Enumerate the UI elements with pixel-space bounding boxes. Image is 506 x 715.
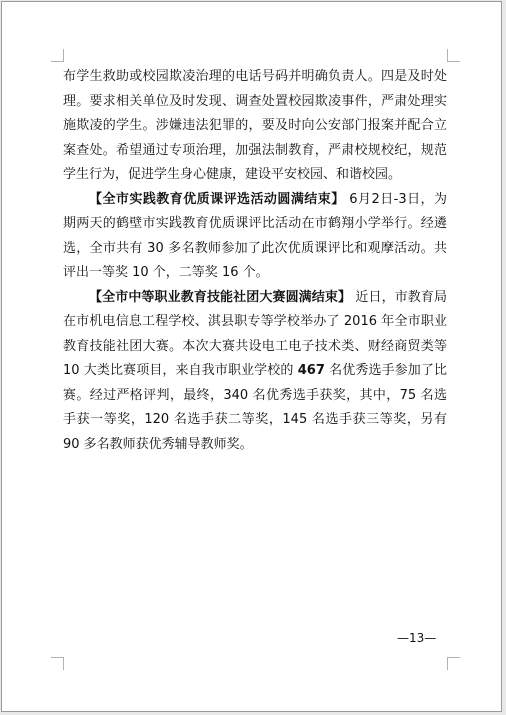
paragraph-heading: 【全市中等职业教育技能社团大赛圆满结束】 <box>89 289 352 305</box>
document-page <box>1 1 502 712</box>
crop-mark-bottom-right <box>447 657 460 670</box>
crop-mark-bottom-left <box>51 657 64 670</box>
paragraph-practice-education <box>63 188 447 286</box>
paragraph-text: 布学生救助或校园欺凌治理的电话号码并明确负责人。四是及时处理。要求相关单位及时发现、调查处置校园欺凌事件，严肃处理实施欺凌的学生。涉嫌违法犯罪的，要及时向公安部门报案并配合立案查处。希望通过专项治理，加强法制教育，严肃校规校纪，规范学生行为，促进学生身心健康，建设平安校园、和谐校园。 <box>63 69 447 182</box>
paragraph-text: 6月2日-3日，为期两天的鹤壁市实践教育优质课评比活动在市鹤翔小学举行。经遴选，全市共有 30 多名教师参加了此次优质课评比和观摩活动。共评出一等奖 10 个，二等奖 16 个。 <box>63 191 447 280</box>
paragraph-heading: 【全市实践教育优质课评选活动圆满结束】 <box>89 191 345 207</box>
paragraph-text-before: 近日，市教育局在市机电信息工程学校、淇县职专等学校举办了 2016 年全市职业教育技能社团大赛。本次大赛共设电工电子技术类、财经商贸类等 10 大类比赛项目，来自我市职业学校的 <box>63 289 447 378</box>
page-number: —13— <box>397 631 437 645</box>
crop-mark-top-left <box>51 49 64 62</box>
paragraph-vocational-education <box>63 286 447 458</box>
paragraph-text-after: 名优秀选手参加了比赛。经过严格评判，最终，340 名优秀选手获奖，其中，75 名选手获一等奖，120 名选手获二等奖，145 名选手获三等奖，另有 90 多名教师获优秀辅导教师奖。 <box>63 363 447 452</box>
paragraph-continuation <box>63 65 447 188</box>
highlight-number: 467 <box>297 363 325 378</box>
crop-mark-top-right <box>447 49 460 62</box>
document-body <box>63 65 447 457</box>
